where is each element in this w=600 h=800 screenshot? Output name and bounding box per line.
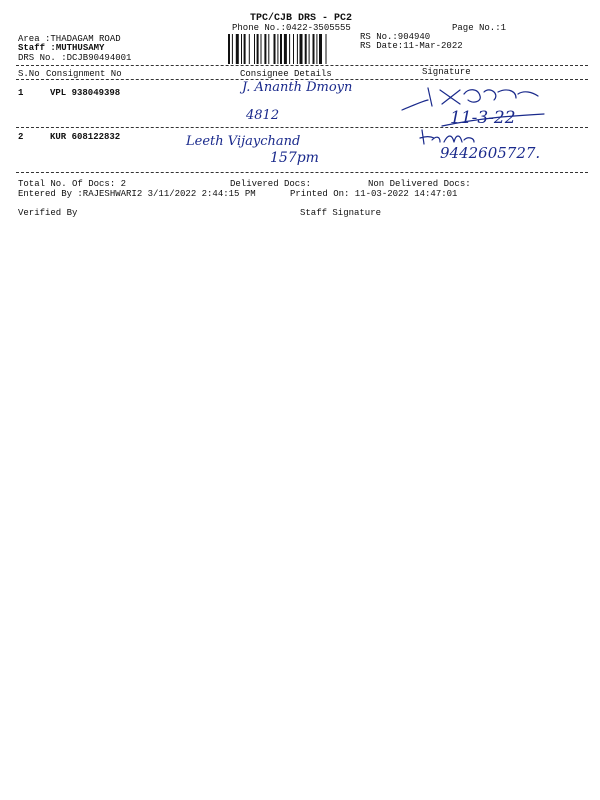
divider (16, 127, 588, 128)
row-1-consignee-handwriting-2: 4812 (246, 108, 280, 123)
total-docs: Total No. Of Docs: 2 (18, 179, 127, 189)
non-delivered-docs: Non Delivered Docs: (368, 179, 471, 189)
column-header-sno: S.No (18, 69, 40, 79)
row-1-consignment: VPL 938049398 (50, 88, 121, 98)
drs-number: DRS No. :DCJB90494001 (18, 53, 132, 63)
verified-by: Verified By (18, 208, 78, 218)
row-2-consignee-handwriting: Leeth Vijaychand (186, 134, 301, 149)
area-field: Area :THADAGAM ROAD (18, 34, 121, 44)
row-2-consignment: KUR 608122832 (50, 132, 121, 142)
row-2-sno: 2 (18, 132, 24, 142)
divider (16, 172, 588, 173)
phone-number: Phone No.:0422-3505555 (232, 23, 351, 33)
barcode (228, 34, 354, 64)
row-2-consignee-handwriting-2: 157pm (270, 150, 319, 166)
column-header-consignee: Consignee Details (240, 69, 332, 79)
page-number: Page No.:1 (452, 23, 507, 33)
row-1-signature-date: 11-3-22 (450, 108, 516, 128)
row-2-signature-phone: 9442605727. (440, 144, 541, 162)
column-header-consignment: Consignment No (46, 69, 122, 79)
row-1-sno: 1 (18, 88, 24, 98)
divider (16, 65, 588, 66)
staff-name: MUTHUSAMY (55, 43, 105, 53)
staff-label: Staff : (18, 43, 56, 53)
document-title: TPC/CJB DRS - PC2 (250, 13, 353, 24)
row-1-consignee-handwriting: J. Ananth Dmoyn (242, 80, 353, 95)
printed-on: Printed On: 11-03-2022 14:47:01 (290, 189, 458, 199)
delivered-docs: Delivered Docs: (230, 179, 312, 189)
staff-field (18, 43, 104, 53)
staff-signature: Staff Signature (300, 208, 382, 218)
column-header-signature: Signature (422, 67, 471, 77)
rs-date: RS Date:11-Mar-2022 (360, 41, 463, 51)
entered-by: Entered By :RAJESHWARI2 3/11/2022 2:44:15 PM (18, 189, 256, 199)
rs-number: RS No.:904940 (360, 32, 431, 42)
